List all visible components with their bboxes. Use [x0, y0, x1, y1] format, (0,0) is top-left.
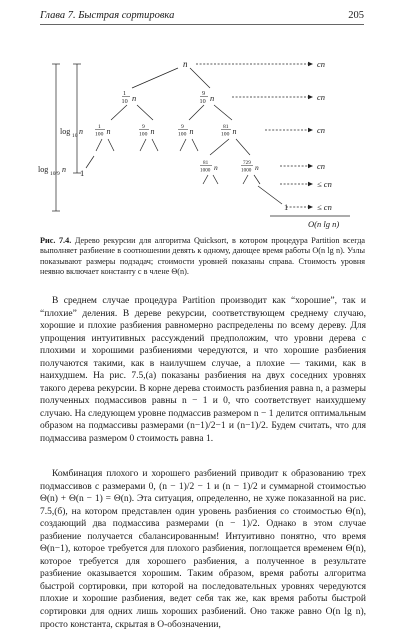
level-cost-5: ≤ cn [317, 202, 332, 212]
node-l2-a [95, 124, 111, 138]
recursion-tree-figure [40, 26, 370, 231]
svg-text:1000: 1000 [241, 167, 252, 174]
level-cost-4: ≤ cn [317, 179, 332, 189]
svg-text:n: n [79, 127, 83, 136]
level-cost-0: cn [317, 59, 326, 69]
svg-text:729: 729 [243, 160, 251, 166]
node-l1-right [200, 90, 215, 105]
svg-text:81: 81 [203, 160, 209, 166]
leaf-one-left: 1 [80, 168, 85, 178]
svg-text:n: n [210, 93, 215, 103]
depth-label-long [38, 165, 66, 177]
svg-text:log: log [60, 127, 71, 136]
svg-text:n: n [255, 163, 259, 172]
svg-text:100: 100 [221, 131, 230, 138]
svg-text:9: 9 [202, 90, 206, 97]
svg-text:100: 100 [178, 131, 187, 138]
svg-text:log: log [38, 165, 49, 174]
svg-text:10: 10 [121, 98, 128, 105]
node-l2-c [178, 124, 194, 138]
node-l3-b [241, 160, 259, 174]
svg-text:81: 81 [223, 124, 229, 130]
total-cost: O(n lg n) [308, 219, 340, 229]
svg-text:n: n [150, 127, 155, 136]
page-number: 205 [348, 10, 364, 21]
running-header [40, 6, 364, 22]
svg-text:10: 10 [199, 98, 206, 105]
header-rule [40, 24, 364, 25]
svg-text:10: 10 [72, 133, 78, 139]
caption-text: Дерево рекурсии для алгоритма Quicksort, в котором процедура Partition всегда выполняет разбиение в соотношении девять к одному, дающее время работы O(n lg n). Узлы показывают размеры подзадач; стоимости уровней показаны справа. Стоимость уровня неявно включает константу c в члене Θ(n). [40, 236, 365, 277]
leaf-one-bottom: 1 [284, 202, 289, 212]
chapter-title: Глава 7. Быстрая сортировка [40, 10, 175, 21]
node-l1-left [122, 90, 137, 105]
svg-text:n: n [232, 127, 237, 136]
node-l2-d [221, 124, 237, 138]
svg-text:10/9: 10/9 [50, 171, 60, 177]
node-l3-a [200, 160, 218, 174]
svg-text:n: n [106, 127, 111, 136]
paragraph-2: Комбинация плохого и хорошего разбиений приводит к образованию трех подмассивов с размерами 0, (n − 1)/2 − 1 и (n − 1)/2 и суммарной стоимостью Θ(n) + Θ(n − 1) = Θ(n). Эта ситуация, определенно, не хуже показанной на рис. 7.5,(б), на котором представлен один уровень разбиения со стоимостью Θ(n), создающий два подмассива размерами (n − 1)/2. Однако в этом случае разбиение получается сбалансированным! Интуитивно понятно, что время Θ(n−1), которое требуется для плохого разбиения, поглощается временем Θ(n), которое требуется для хорошего разбиения, а полученное в результате разбиение оказывается хорошим. Таким образом, время работы алгоритма быстрой сортировки, при которой на последовательных уровнях чередуются плохие и хорошие разбиения, ведет себя так же, как время работы быстрой сортировки для одних лишь хороших разбиений. Оно также равно O(n lg n), просто константа, скрытая в O-обозначении, [40, 469, 366, 630]
caption-title: Рис. 7.4. [40, 236, 72, 245]
svg-text:n: n [214, 163, 218, 172]
paragraph-1: В среднем случае процедура Partition производит как “хорошие”, так и “плохие” деления. В дереве рекурсии, соответствующем среднему случаю, хорошие и плохие разбиения равномерно распределены по всему дереву. Для упрощения интуитивных рассуждений предположим, что уровни дерева с плохими и хорошими разбиениями чередуются, и что хорошие разбиения получаются такими, как в наилучшем случае, а плохие — такими, как в наихудшем. На рис. 7.5,(а) показаны разбиения на двух соседних уровнях такого дерева рекурсии. В корне дерева стоимость разбиения равна n, а размеры полученных подмассивов равны n − 1 и 0, что соответствует наихудшему случаю. На следующем уровне подмассив размером n − 1 делится оптимальным образом на подмассивы размерами (n−1)/2−1 и (n−1)/2. Будем считать, что для подмассива размером 0 стоимость равна 1. [40, 296, 366, 445]
level-cost-2: cn [317, 125, 326, 135]
depth-label-short [60, 127, 83, 139]
figure-caption [40, 236, 365, 278]
svg-text:n: n [62, 165, 66, 174]
node-l2-b [139, 124, 155, 138]
svg-text:9: 9 [181, 124, 184, 130]
level-cost-1: cn [317, 92, 326, 102]
svg-text:9: 9 [142, 124, 145, 130]
svg-text:1: 1 [123, 90, 127, 97]
level-cost-3: cn [317, 161, 326, 171]
svg-text:n: n [132, 93, 137, 103]
svg-text:100: 100 [139, 131, 148, 138]
svg-text:1: 1 [98, 124, 101, 130]
node-root: n [183, 59, 188, 69]
svg-text:1000: 1000 [200, 167, 211, 174]
svg-text:100: 100 [95, 131, 104, 138]
svg-text:n: n [189, 127, 194, 136]
